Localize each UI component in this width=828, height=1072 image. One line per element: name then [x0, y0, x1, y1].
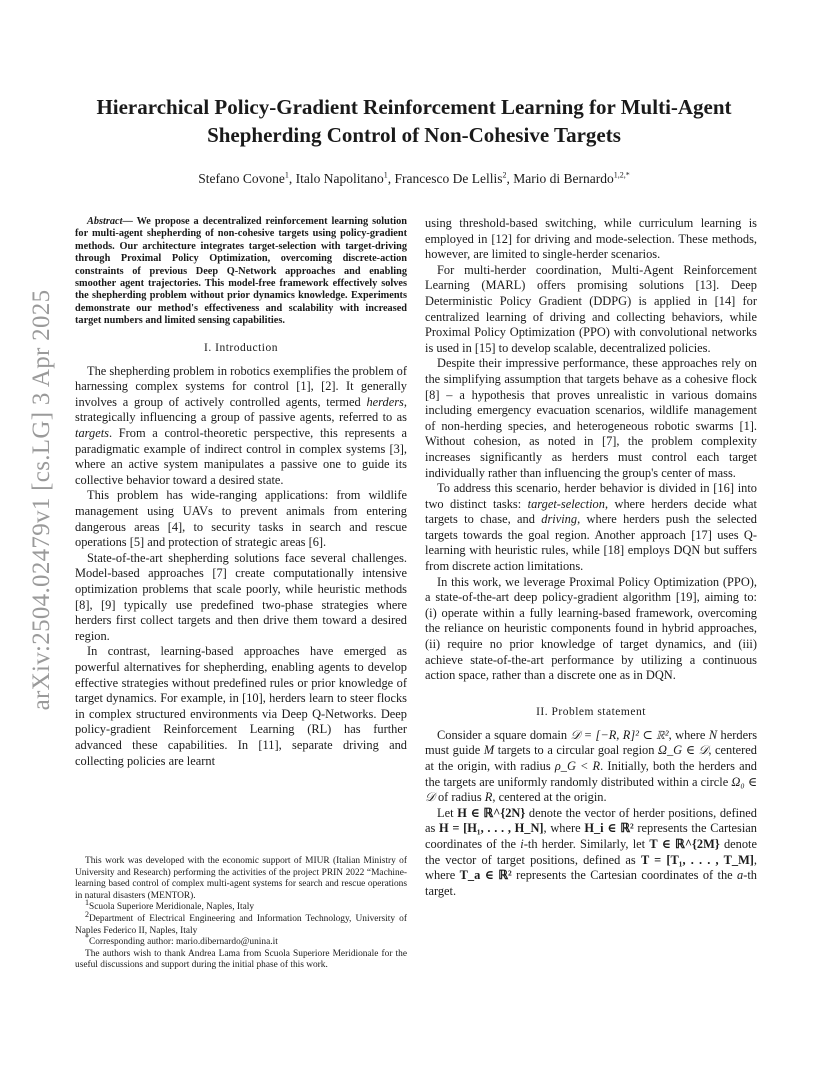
math-expression: 𝒟 = [−R, R]² ⊂ ℝ² [570, 727, 669, 742]
emphasis-term: driving [541, 512, 578, 527]
math-expression: H_i ∈ ℝ² [584, 821, 634, 836]
author-name: Francesco De Lellis [394, 171, 503, 186]
intro-paragraph-9: In this work, we leverage Proximal Policy Optimization (PPO), a state-of-the-art deep policy-gradient algorithm [19], aiming to: (i) operate within a fully learning-based framework, overcoming the reliance on heuristic components found in hybrid approaches, (ii) require no prior knowledge of target dynamics, and (iii) achieve state-of-the-art performance by utilizing a continuous action space, rather than a discrete one as in DQN. [425, 574, 757, 683]
problem-paragraph-1 [425, 728, 757, 806]
footnote-affiliation-2 [75, 909, 407, 937]
text-run: denote the vector of herder positions, defined as [425, 805, 757, 836]
math-expression: M [483, 743, 495, 758]
problem-paragraph-2 [425, 806, 757, 900]
left-column [75, 216, 407, 769]
text-run: Consider a square domain [437, 727, 571, 742]
author-affiliation: 2 [502, 170, 507, 180]
text-run: . Initially, both the herders and the targets are uniformly randomly distributed within a circle [425, 759, 757, 789]
abstract-label: Abstract [87, 216, 123, 227]
math-expression: H = [H₁, . . . , H_N] [439, 821, 544, 836]
footnote-text: Department of Electrical Engineering and Information Technology, University of Naples Federico II, Naples, Italy [75, 913, 407, 936]
text-run: , where herders decide what targets to chase, and [425, 496, 757, 527]
author-affiliation: 1,2,* [613, 170, 630, 180]
footnote-mark: 1 [85, 898, 89, 908]
text-run: represents the Cartesian coordinates of the [511, 868, 738, 883]
intro-paragraph-8 [425, 481, 757, 575]
section-heading-problem-statement: II. Problem statement [536, 705, 646, 718]
math-expression: T_a ∈ ℝ² [459, 868, 512, 883]
title-line-2: Shepherding Control of Non-Cohesive Targets [207, 123, 621, 147]
text-run: denote the vector of target positions, defined as [425, 836, 757, 867]
math-expression: i [520, 836, 524, 851]
footnote-mark: * [85, 933, 89, 943]
footnote-affiliation-1 [75, 898, 407, 914]
text-run: , centered at the origin, with radius [425, 743, 758, 773]
math-expression: N [708, 727, 718, 742]
footnote-corresponding [75, 933, 407, 949]
intro-paragraph-4: In contrast, learning-based approaches have emerged as powerful alternatives for shepherding, enabling agents to develop effective strategies without predefined rules or prior knowledge of target dynamics. For example, in [10], herders learn to steer flocks in complex structured environments via Deep Q-Networks. Deep policy-gradient Reinforcement Learning (RL) has further advanced these capabilities. In [11], separate driving and collecting policies are learnt [75, 644, 407, 768]
text-run: , where [668, 727, 709, 742]
emphasis-term: targets [75, 426, 109, 441]
footnote-funding: This work was developed with the economic support of MIUR (Italian Ministry of University and Research) performing the activities of the project PRIN 2022 “Machine-learning based control of complex multi-agent systems for search and rescue operations in natural disasters (MENTOR). [75, 856, 407, 901]
math-expression: R [484, 790, 493, 805]
footnote-text: Corresponding author: mario.dibernardo@unina.it [89, 937, 278, 948]
text-run: -th target. [425, 868, 757, 898]
intro-paragraph-7: Despite their impressive performance, these approaches rely on the simplifying assumption that targets behave as a cohesive flock [8] – a hypothesis that proves unrealistic in various domains including emergency evacuation scenarios, wildlife management of non-herding species, and heterogeneous robotic swarms [1]. Without cohesion, as noted in [7], the problem complexity increases significantly as herders must control each target individually rather than influencing the group's center of mass. [425, 356, 757, 480]
intro-paragraph-2: This problem has wide-ranging applications: from wildlife management using UAVs to prevent animals from entering dangerous areas [4], to security tasks in search and rescue operations [5] and protection of strategic areas [6]. [75, 488, 407, 550]
text-run: Let [437, 805, 458, 820]
arxiv-stamp-text: arXiv:2504.02479v1 [cs.LG] 3 Apr 2025 [28, 289, 55, 711]
text-run: targets to a circular goal region [494, 743, 659, 758]
abstract-text: — We propose a decentralized reinforcement learning solution for multi-agent shepherding of non-cohesive targets using policy-gradient methods. Our architecture integrates target-selection with target-driving through Proximal Policy Optimization, overcoming discrete-action constraints of previous Deep Q-Network approaches and enabling smoother agent trajectories. This model-free framework effectively solves the shepherding problem without prior dynamics knowledge. Experiments demonstrate our method's effectiveness and scalability with increased target numbers and limited sensing capabilities. [75, 216, 407, 327]
intro-paragraph-3: State-of-the-art shepherding solutions face several challenges. Model-based approaches [7] create computationally intensive optimization problems that scale poorly, while heuristic methods [8], [9] typically use predefined two-phase strategies where herders first collect targets and then drive them toward a desired region. [75, 550, 407, 643]
footnote-mark: 2 [85, 909, 89, 919]
math-expression: Ω₀ ∈ 𝒟 [425, 774, 757, 805]
author-list: Stefano Covone$^1$, Italo Napolitano$^1$, Francesco De Lellis$^2$, Mario di Bernardo$^{1,2,*}$ [198, 170, 630, 186]
footnote-acknowledgement: The authors wish to thank Andrea Lama from Scuola Superiore Meridionale for the useful discussions and support during the initial phase of this work. [75, 948, 407, 971]
text-run: To address this scenario, herder behavior is divided in [16] into two distinct tasks: [425, 481, 757, 511]
math-expression: a [737, 868, 744, 883]
author-name: Italo Napolitano [295, 171, 384, 186]
text-run: The shepherding problem in robotics exemplifies the problem of harnessing complex systems for control [1], [2]. It generally involves a group of actively controlled agents, termed [75, 363, 408, 409]
intro-paragraph-5: using threshold-based switching, while curriculum learning is employed in [12] for driving and mode-selection. These methods, however, are limited to single-herder scenarios. [425, 216, 757, 262]
text-run: , centered at the origin. [492, 790, 607, 805]
intro-paragraph-1 [75, 364, 407, 489]
text-run: herders must guide [425, 727, 758, 758]
intro-paragraph-6: For multi-herder coordination, Multi-Agent Reinforcement Learning (MARL) offers promising solutions [13]. Deep Deterministic Policy Gradient (DDPG) is applied in [14] for centralized learning of driving and collecting behaviors, while Proximal Policy Optimization (PPO) with convolutional networks is used in [15] to develop scalable, decentralized policies. [425, 262, 757, 355]
emphasis-term: herders [366, 394, 404, 409]
math-expression: Ω_G ∈ 𝒟 [658, 743, 709, 758]
right-column [425, 216, 757, 899]
math-expression: T ∈ ℝ^{2M} [649, 836, 720, 851]
math-expression: H ∈ ℝ^{2N} [457, 805, 526, 820]
author-affiliation: 1 [383, 170, 388, 180]
footnote-text: Scuola Superiore Meridionale, Naples, Italy [89, 902, 255, 913]
paper-title [70, 93, 758, 149]
author-affiliation: 1 [284, 170, 289, 180]
text-run: . From a control-theoretic perspective, this represents a paradigmatic example of indirect control in complex systems [3], where an active system manipulates a passive one to guide its collective behavior toward a desired state. [75, 426, 407, 487]
math-expression: T = [T₁, . . . , T_M] [640, 852, 754, 867]
text-run: , where [425, 852, 757, 883]
section-heading-introduction: I. Introduction [204, 341, 278, 354]
emphasis-term: target-selection [527, 496, 605, 511]
title-line-1: Hierarchical Policy-Gradient Reinforcement Learning for Multi-Agent [96, 95, 732, 119]
author-name: Stefano Covone [198, 171, 285, 186]
text-run: , where herders push the selected targets towards the goal region. Another approach [17] uses Q-learning with heuristic rules, while [18] employs DQN but suffers from discrete action limitations. [425, 512, 758, 574]
author-name: Mario di Bernardo [513, 171, 614, 186]
text-run: -th herder. Similarly, let [523, 836, 650, 851]
text-run: , where [543, 821, 585, 836]
text-run: of radius [434, 790, 485, 805]
text-run: , strategically influencing a group of passive agents, referred to as [75, 394, 407, 425]
math-expression: ρ_G < R [554, 759, 601, 773]
abstract [75, 216, 407, 328]
text-run: represents the Cartesian coordinates of the [425, 821, 757, 851]
arxiv-stamp [22, 290, 62, 710]
footnotes [75, 856, 407, 972]
